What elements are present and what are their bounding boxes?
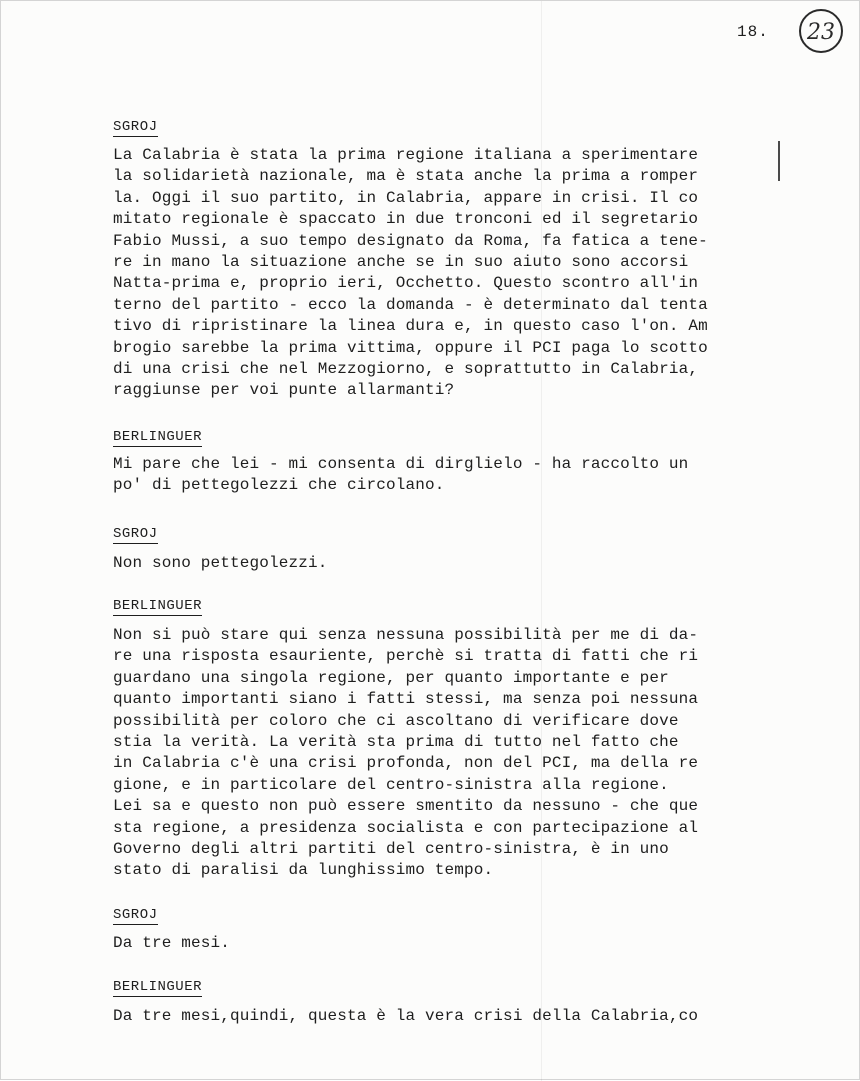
text-line: possibilità per coloro che ci ascoltano di verificare dove bbox=[113, 711, 679, 730]
speaker-label: SGROJ bbox=[113, 907, 158, 923]
text-line: raggiunse per voi punte allarmanti? bbox=[113, 381, 455, 400]
text-line: Non si può stare qui senza nessuna possibilità per me di da- bbox=[113, 626, 699, 644]
dialogue-block bbox=[113, 553, 783, 574]
dialogue-block bbox=[113, 145, 783, 402]
dialogue-block bbox=[113, 454, 783, 497]
text-line: stato di paralisi da lunghissimo tempo. bbox=[113, 861, 494, 880]
text-line: gione, e in particolare del centro-sinistra alla regione. bbox=[113, 775, 669, 794]
speaker-label: SGROJ bbox=[113, 526, 158, 542]
text-line: guardano una singola regione, per quanto importante e per bbox=[113, 668, 669, 687]
handwritten-circled-number: 23 bbox=[799, 9, 843, 53]
text-line: in Calabria c'è una crisi profonda, non del PCI, ma della re bbox=[113, 754, 699, 773]
speaker-label: BERLINGUER bbox=[113, 598, 203, 614]
text-line: terno del partito - ecco la domanda - è determinato dal tenta bbox=[113, 295, 708, 314]
text-line: Lei sa e questo non può essere smentito da nessuno - che que bbox=[113, 797, 699, 816]
text-line: Natta-prima e, proprio ieri, Occhetto. Questo scontro all'in bbox=[113, 274, 699, 293]
text-line: Mi pare che lei - mi consenta di dirglielo - ha raccolto un bbox=[113, 455, 689, 473]
text-line: di una crisi che nel Mezzogiorno, e soprattutto in Calabria, bbox=[113, 359, 699, 378]
text-line: quanto importanti siano i fatti stessi, ma senza poi nessuna bbox=[113, 690, 699, 709]
text-line: la. Oggi il suo partito, in Calabria, appare in crisi. Il co bbox=[113, 188, 699, 207]
dialogue-block bbox=[113, 933, 783, 954]
text-line: Governo degli altri partiti del centro-sinistra, è in uno bbox=[113, 839, 669, 858]
text-line: Non sono pettegolezzi. bbox=[113, 554, 328, 572]
text-line: tivo di ripristinare la linea dura e, in questo caso l'on. Am bbox=[113, 317, 708, 336]
text-line: brogio sarebbe la prima vittima, oppure il PCI paga lo scotto bbox=[113, 338, 708, 357]
text-line: mitato regionale è spaccato in due tronconi ed il segretario bbox=[113, 210, 699, 229]
text-line: la solidarietà nazionale, ma è stata anche la prima a romper bbox=[113, 167, 699, 186]
text-line: re in mano la situazione anche se in suo aiuto sono accorsi bbox=[113, 252, 689, 271]
dialogue-block bbox=[113, 1006, 783, 1027]
dialogue-block bbox=[113, 625, 783, 882]
text-line: sta regione, a presidenza socialista e con partecipazione al bbox=[113, 818, 699, 837]
speaker-label: BERLINGUER bbox=[113, 979, 203, 995]
text-line: re una risposta esauriente, perchè si tratta di fatti che ri bbox=[113, 647, 699, 666]
text-line: La Calabria è stata la prima regione italiana a sperimentare bbox=[113, 146, 699, 164]
page-number: 18. bbox=[737, 23, 769, 41]
text-line: stia la verità. La verità sta prima di tutto nel fatto che bbox=[113, 732, 679, 751]
text-line: Fabio Mussi, a suo tempo designato da Roma, fa fatica a tene- bbox=[113, 231, 708, 250]
text-line: Da tre mesi,quindi, questa è la vera crisi della Calabria,co bbox=[113, 1007, 699, 1025]
speaker-label: SGROJ bbox=[113, 119, 158, 135]
text-line: Da tre mesi. bbox=[113, 934, 231, 952]
text-line: po' di pettegolezzi che circolano. bbox=[113, 476, 445, 495]
speaker-label: BERLINGUER bbox=[113, 429, 203, 445]
